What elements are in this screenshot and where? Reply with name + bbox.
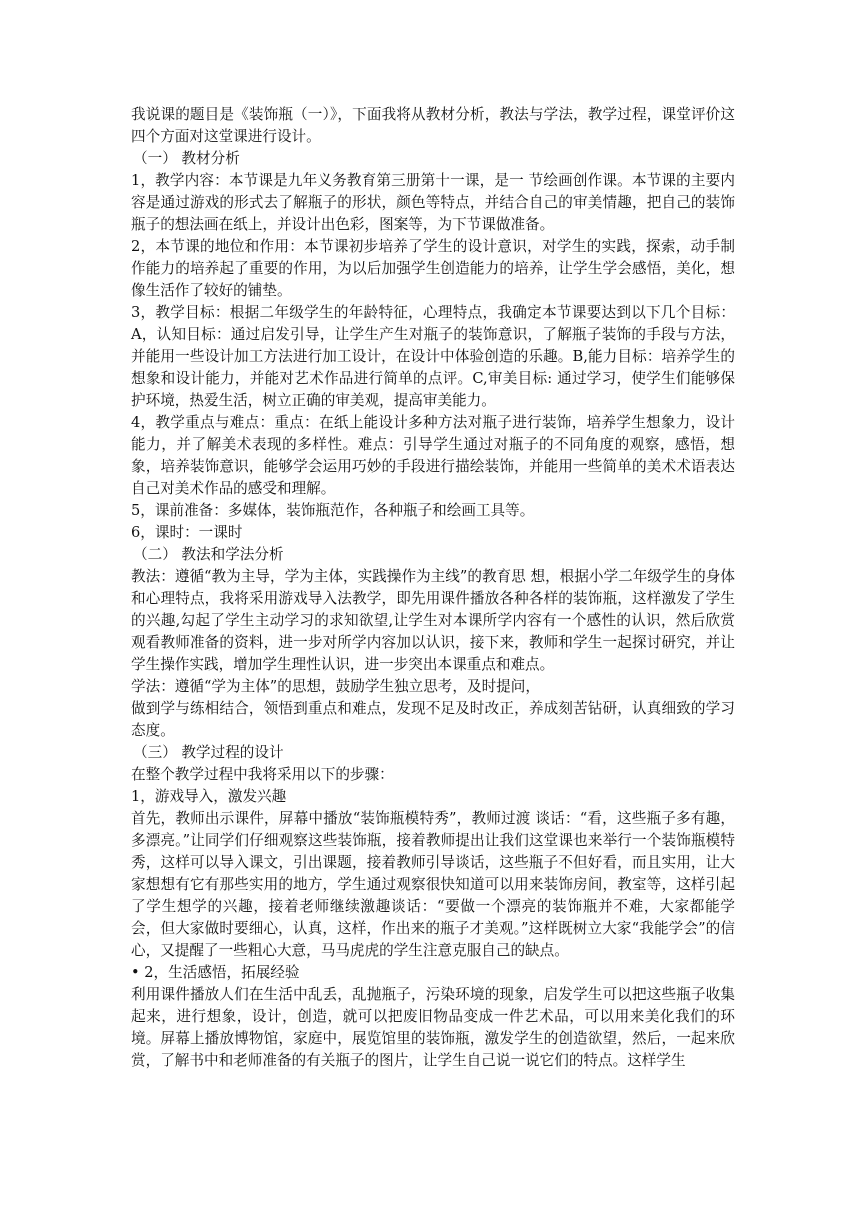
section-heading-methods: （二） 教法和学法分析: [133, 546, 284, 563]
section-heading-process: （三） 教学过程的设计: [133, 744, 284, 761]
paragraph-step-2-title: • 2，生活感悟，拓展经验: [131, 964, 300, 981]
paragraph-step-2-body: 利用课件播放人们在生活中乱丢，乱抛瓶子，污染环境的现象，启发学生可以把这些瓶子收集起来，进行想象，设计，创造，就可以把废旧物品变成一件艺术品，可以用来美化我们的环境。屏幕上播放博物馆，家庭中，展览馆里的装饰瓶，激发学生的创造欲望，然后，一起来欣赏，了解书中和老师准备的有关瓶子的图片，让学生自己说一说它们的特点。这样学生: [131, 986, 735, 1069]
paragraph-process-intro: 在整个教学过程中我将采用以下的步骤：: [131, 766, 394, 783]
paragraph-step-1-title: 1，游戏导入，激发兴趣: [131, 788, 287, 805]
paragraph-teaching-method: 教法：遵循“教为主导，学为主体，实践操作为主线”的教育思 想，根据小学二年级学生的身体和心理特点，我将采用游戏导入法教学，即先用课件播放各种各样的装饰瓶，这样激发了学生的兴趣,勾起了学生主动学习的求知欲望,让学生对本课所学内容有一个感性的认识，然后欣赏观看教师准备的资料，进一步对所学内容加以认识，接下来，教师和学生一起探讨研究，并让学生操作实践，增加学生理性认识，进一步突出本课重点和难点。: [131, 568, 735, 673]
paragraph-class-hours: 6，课时：一课时: [131, 524, 243, 541]
document-body: [131, 104, 735, 1072]
paragraph-key-points: 4，教学重点与难点：重点：在纸上能设计多种方法对瓶子进行装饰，培养学生想象力，设计能力，并了解美术表现的多样性。难点：引导学生通过对瓶子的不同角度的观察，感悟，想象，培养装饰意识，能够学会运用巧妙的手段进行描绘装饰，并能用一些简单的美术术语表达自己对美术作品的感受和理解。: [131, 414, 735, 497]
paragraph-teaching-goals: 3，教学目标：根据二年级学生的年龄特征，心理特点，我确定本节课要达到以下几个目标：A，认知目标：通过启发引导，让学生产生对瓶子的装饰意识，了解瓶子装饰的手段与方法，并能用一些设计加工方法进行加工设计，在设计中体验创造的乐趣。B,能力目标：培养学生的想象和设计能力，并能对艺术作品进行简单的点评。C,审美目标: 通过学习，使学生们能够保护环境，热爱生活，树立正确的审美观，提高审美能力。: [131, 304, 735, 409]
section-heading-textbook-analysis: （一） 教材分析: [133, 150, 240, 167]
paragraph-teaching-content: 1，教学内容：本节课是九年义务教育第三册第十一课，是一 节绘画创作课。本节课的主要内容是通过游戏的形式去了解瓶子的形状，颜色等特点，并结合自己的审美情趣，把自己的装饰瓶子的想法画在纸上，并设计出色彩，图案等，为下节课做准备。: [131, 172, 735, 233]
paragraph-preparation: 5，课前准备：多媒体，装饰瓶范作，各种瓶子和绘画工具等。: [131, 502, 535, 519]
paragraph-step-1-body: 首先，教师出示课件，屏幕中播放“装饰瓶模特秀”，教师过渡 谈话：“看，这些瓶子多有趣，多漂亮。”让同学们仔细观察这些装饰瓶，接着教师提出让我们这堂课也来举行一个装饰瓶模特秀，这样可以导入课文，引出课题，接着教师引导谈话，这些瓶子不但好看，而且实用，让大家想想有它有那些实用的地方，学生通过观察很快知道可以用来装饰房间，教室等，这样引起了学生想学的兴趣，接着老师继续激趣谈话：“要做一个漂亮的装饰瓶并不难，大家都能学会，但大家做时要细心，认真，这样，作出来的瓶子才美观。”这样既树立大家“我能学会”的信心，又提醒了一些粗心大意，马马虎虎的学生注意克服自己的缺点。: [131, 810, 735, 959]
intro-paragraph: 我说课的题目是《装饰瓶（一）》，下面我将从教材分析，教法与学法，教学过程，课堂评价这四个方面对这堂课进行设计。: [131, 106, 735, 145]
paragraph-learning-method-cont: 做到学与练相结合，领悟到重点和难点，发现不足及时改正，养成刻苦钻研，认真细致的学习态度。: [131, 700, 735, 739]
paragraph-status-role: 2，本节课的地位和作用：本节课初步培养了学生的设计意识，对学生的实践，探索，动手制作能力的培养起了重要的作用，为以后加强学生创造能力的培养，让学生学会感悟，美化，想像生活作了较好的铺垫。: [131, 238, 735, 299]
paragraph-learning-method: 学法：遵循“学为主体”的思想，鼓励学生独立思考，及时提问，: [131, 678, 540, 695]
